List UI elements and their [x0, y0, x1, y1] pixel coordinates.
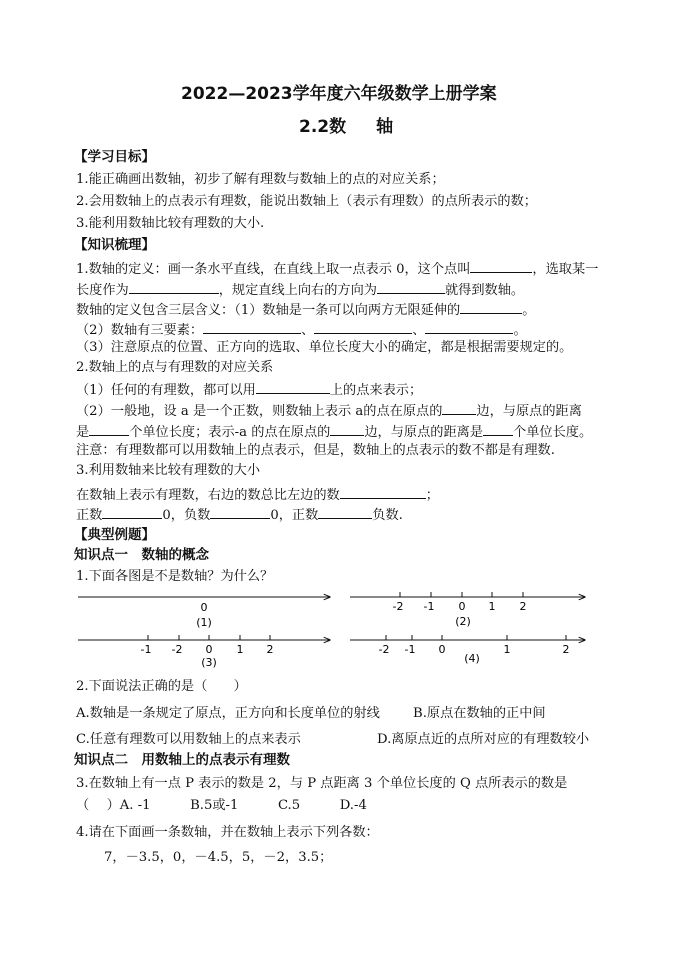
figure-3-label: 2 — [266, 643, 274, 656]
question-4-numbers: 7，－3.5，0，－4.5，5，－2，3.5； — [104, 850, 333, 865]
figure-2-label: 1 — [488, 600, 496, 613]
figure-1-caption: (1) — [196, 616, 212, 629]
knowledge-heading: 【知识梳理】 — [74, 237, 155, 253]
knowledge-line-11: 3.利用数轴来比较有理数的大小 — [76, 463, 261, 478]
knowledge-line-2: 长度作为 ，规定直线上向右的方向为 就得到数轴。 — [76, 283, 525, 298]
question-4: 4.请在下面画一条数轴，并在数轴上表示下列各数： — [76, 825, 379, 840]
option-2d: D.离原点近的点所对应的有理数较小 — [377, 732, 590, 747]
section-title-char-1: 数 — [329, 117, 347, 137]
figure-2-caption: (2) — [455, 615, 471, 628]
question-3: 3.在数轴上有一点 P 表示的数是 2，与 P 点距离 3 个单位长度的 Q 点所表示的数是 — [76, 776, 568, 791]
option-2a: A.数轴是一条规定了原点，正方向和长度单位的射线 — [76, 706, 380, 721]
option-2c: C.任意有理数可以用数轴上的点来表示 — [76, 732, 301, 747]
goal-item-1: 1.能正确画出数轴，初步了解有理数与数轴上的点的对应关系； — [76, 172, 445, 187]
knowledge-line-9: 是 个单位长度；表示-a 的点在原点的 边，与原点的距离是 个单位长度。 — [76, 425, 593, 440]
figure-4-label: -1 — [404, 643, 416, 656]
question-1: 1.下面各图是不是数轴？为什么？ — [76, 569, 274, 584]
examples-heading: 【典型例题】 — [74, 527, 155, 543]
figure-3 — [78, 635, 330, 669]
question-2: 2.下面说法正确的是（ ） — [76, 679, 247, 694]
figure-3-caption: (3) — [201, 656, 217, 669]
page-title: 2022—2023学年度六年级数学上册学案 — [181, 84, 497, 104]
section-number: 2.2 — [299, 117, 330, 137]
figure-3-label: 0 — [205, 643, 213, 656]
figure-2-label: 2 — [519, 600, 527, 613]
figure-4-label: 1 — [503, 643, 511, 656]
knowledge-line-6: 2.数轴上的点与有理数的对应关系 — [76, 360, 274, 375]
figure-1 — [78, 597, 330, 629]
knowledge-line-5: （3）注意原点的位置、正方向的选取、单位长度大小的确定，都是根据需要规定的。 — [76, 340, 573, 355]
figure-1-label-0: 0 — [200, 601, 208, 614]
option-2b: B.原点在数轴的正中间 — [413, 706, 546, 721]
knowledge-point-1: 知识点一 数轴的概念 — [74, 547, 209, 563]
goals-heading: 【学习目标】 — [74, 149, 155, 165]
figure-4-label: -2 — [378, 643, 390, 656]
figure-2-label: -1 — [423, 600, 435, 613]
figure-3-label: 1 — [236, 643, 244, 656]
knowledge-line-8: （2）一般地，设 a 是一个正数，则数轴上表示 a的点在原点的 边，与原点的距离 — [76, 404, 582, 419]
figure-3-label: -2 — [171, 643, 183, 656]
figure-2 — [350, 592, 585, 628]
figure-4-caption: (4) — [464, 652, 480, 665]
knowledge-line-4: （2）数轴有三要素： 、 、 。 — [76, 323, 527, 338]
knowledge-note: 注意：有理数都可以用数轴上的点表示，但是，数轴上的点表示的数不都是有理数. — [76, 443, 555, 458]
goal-item-3: 3.能利用数轴比较有理数的大小. — [76, 216, 265, 231]
figure-4-label: 0 — [438, 643, 446, 656]
figure-4 — [350, 635, 585, 665]
question-3-options: （ ）A. -1 B.5或-1 C.5 D.-4 — [76, 798, 367, 813]
section-title-char-2: 轴 — [376, 117, 394, 137]
figure-2-label: -2 — [392, 600, 404, 613]
figure-2-label: 0 — [458, 600, 466, 613]
goal-item-2: 2.会用数轴上的点表示有理数，能说出数轴上（表示有理数）的点所表示的数； — [76, 194, 537, 209]
knowledge-line-7: （1）任何的有理数，都可以用 上的点来表示； — [76, 383, 423, 398]
figure-3-label: -1 — [140, 643, 152, 656]
knowledge-line-3: 数轴的定义包含三层含义：（1）数轴是一条可以向两方无限延伸的 。 — [76, 303, 536, 318]
knowledge-point-2: 知识点二 用数轴上的点表示有理数 — [74, 752, 290, 768]
figure-4-label: 2 — [562, 643, 570, 656]
knowledge-line-1: 1.数轴的定义：画一条水平直线，在直线上取一点表示 0，这个点叫 ，选取某一 — [76, 262, 599, 277]
knowledge-line-13: 正数 0，负数 0，正数 负数. — [76, 508, 403, 523]
knowledge-line-12: 在数轴上表示有理数，右边的数总比左边的数 ； — [76, 488, 439, 503]
